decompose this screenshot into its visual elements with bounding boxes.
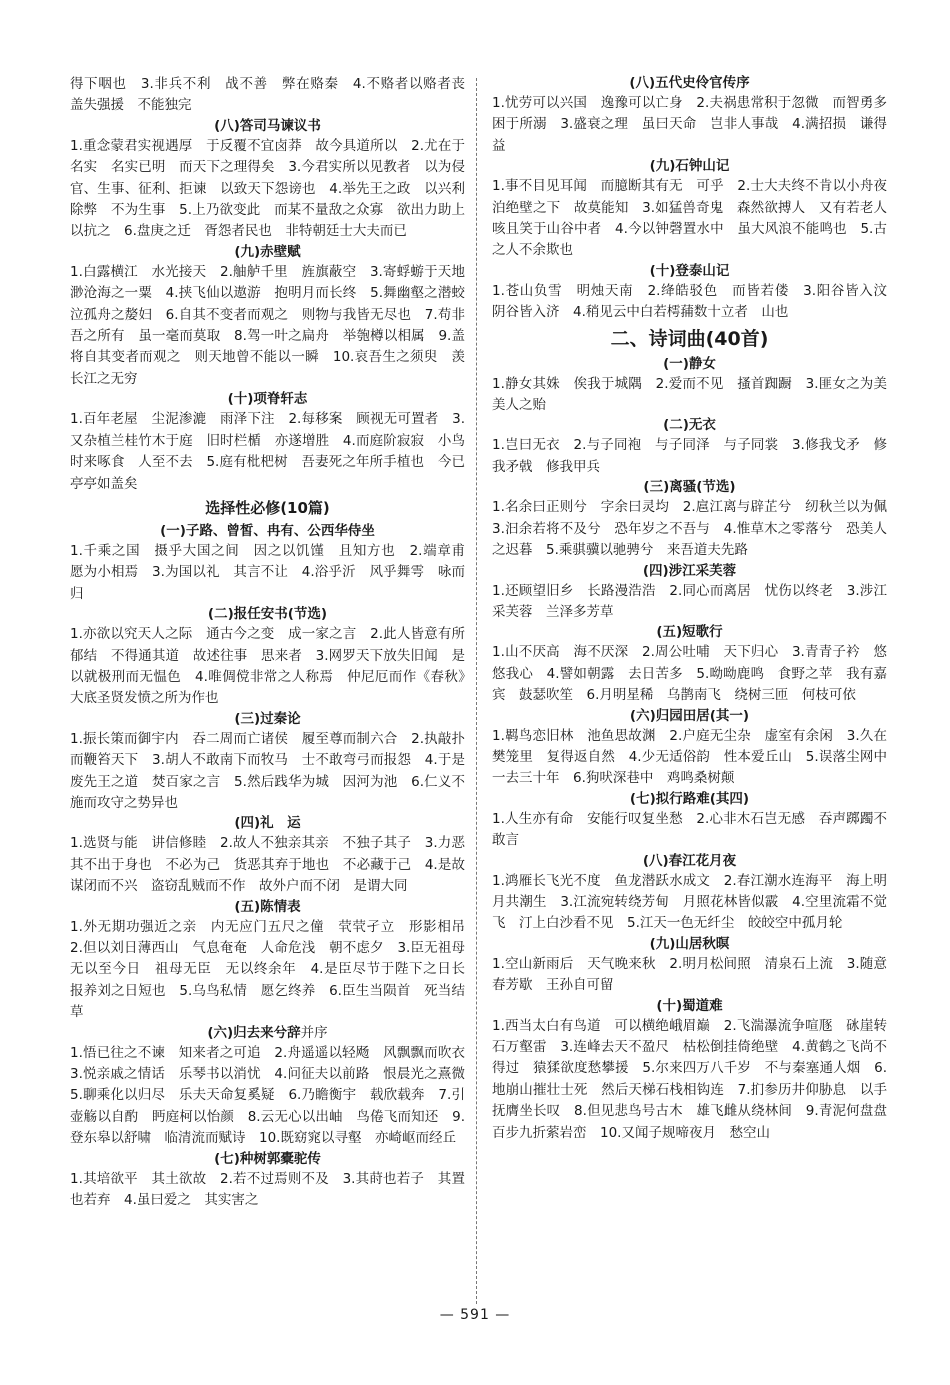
answer-paragraph: 1.选贤与能 讲信修睦 2.故人不独亲其亲 不独子其子 3.力恶其不出于身也 不必为己 货恶其弃于地也 不必藏于己 4.是故谋闭而不兴 盗窃乱贼而不作 故外户而不闭 是谓大同 — [70, 835, 465, 895]
heading-text: (三)离骚(节选) — [643, 479, 736, 496]
part-title: 二、诗词曲(40首) — [610, 327, 769, 350]
left-column — [70, 74, 479, 1306]
heading-text: (九)赤壁赋 — [234, 243, 301, 260]
heading-suffix: 并序 — [300, 1024, 328, 1041]
page-number: — 591 — — [439, 1307, 511, 1323]
answer-paragraph: 1.百年老屋 尘泥渗漉 雨泽下注 2.每移案 顾视无可置者 3.又杂植兰桂竹木于庭 旧时栏楯 亦遂增胜 4.而庭阶寂寂 小鸟时来啄食 人至不去 5.庭有枇杷树 吾妻死之年所手植也 今已亭亭如盖矣 — [70, 411, 465, 492]
section-heading — [70, 522, 465, 541]
right-column — [492, 74, 901, 1306]
heading-text: (十)项脊轩志 — [227, 391, 308, 408]
section-heading — [492, 623, 887, 642]
section-heading — [492, 997, 887, 1016]
heading-text: (八)春江花月夜 — [642, 852, 737, 869]
answer-paragraph: 1.事不目见耳闻 而臆断其有无 可乎 2.士大夫终不肯以小舟夜泊绝壁之下 故莫能知 3.如猛兽奇鬼 森然欲搏人 又有若老人咳且笑于山谷中者 4.今以钟磬置水中 虽大风浪不能鸣也 5.古之人不余欺也 — [492, 178, 887, 259]
group-title: 选择性必修(10篇) — [205, 498, 330, 517]
section-heading — [70, 1150, 465, 1169]
heading-text: (二)报任安书(节选) — [207, 606, 328, 623]
answer-paragraph: 1.人生亦有命 安能行叹复坐愁 2.心非木石岂无感 吞声踯躅不敢言 — [492, 810, 887, 849]
answer-paragraph: 1.其培欲平 其土欲故 2.若不过焉则不及 3.其莳也若子 其置也若弃 4.虽曰爱之 其实害之 — [70, 1170, 465, 1209]
heading-text: (七)种树郭橐驼传 — [214, 1150, 321, 1167]
section-heading — [492, 478, 887, 497]
answer-paragraph: 1.羁鸟恋旧林 池鱼思故渊 2.户庭无尘杂 虚室有余闲 3.久在樊笼里 复得返自然 4.少无适俗韵 性本爱丘山 5.误落尘网中 一去三十年 6.狗吠深巷中 鸡鸣桑树颠 — [492, 727, 901, 787]
section-heading — [492, 852, 887, 871]
answer-paragraph: 1.还顾望旧乡 长路漫浩浩 2.同心而离居 忧伤以终老 3.涉江采芙蓉 兰泽多芳草 — [492, 582, 887, 620]
section-heading — [492, 935, 887, 954]
heading-text: (八)答司马谏议书 — [214, 117, 321, 134]
heading-text: (十)登泰山记 — [649, 262, 730, 279]
heading-text: (五)陈情表 — [234, 898, 301, 915]
section-heading — [70, 390, 465, 409]
answer-paragraph: 1.悟已往之不谏 知来者之可追 2.舟遥遥以轻飏 风飘飘而吹衣 3.悦亲戚之情话 乐琴书以消忧 4.问征夫以前路 恨晨光之熹微 5.聊乘化以归尽 乐夫天命复奚疑 6.乃瞻衡宇 载欣载奔 7.引壶觞以自酌 眄庭柯以怡颜 8.云无心以出岫 鸟倦飞而知还 9.登东皋以舒啸 临清流而赋诗 10.既窈窕以寻壑 亦崎岖而经丘 — [70, 1044, 479, 1147]
answer-paragraph: 1.鸿雁长飞光不度 鱼龙潜跃水成文 2.春江潮水连海平 海上明月共潮生 3.江流宛转绕芳甸 月照花林皆似霰 4.空里流霜不觉飞 汀上白沙看不见 5.江天一色无纤尘 皎皎空中孤月轮 — [492, 872, 887, 932]
heading-text: (二)无衣 — [663, 417, 716, 434]
heading-text: (四)涉江采芙蓉 — [642, 562, 737, 579]
section-heading — [70, 243, 465, 262]
heading-text: (九)山居秋暝 — [649, 935, 730, 952]
answer-paragraph: 1.外无期功强近之亲 内无应门五尺之僮 茕茕孑立 形影相吊 2.但以刘日薄西山 气息奄奄 人命危浅 朝不虑夕 3.臣无祖母 无以至今日 祖母无臣 无以终余年 4.是臣尽节于陛下之日长 报养刘之日短也 5.乌鸟私情 愿乞终养 6.臣生当陨首 死当结草 — [70, 918, 479, 1021]
heading-text: (一)静女 — [663, 355, 716, 372]
heading-text: (七)拟行路难(其四) — [629, 790, 750, 807]
answer-paragraph: 得下咽也 3.非兵不利 战不善 弊在赂秦 4.不赂者以赂者丧 盖失强援 不能独完 — [70, 76, 479, 114]
answer-paragraph: 1.千乘之国 摄乎大国之间 因之以饥馑 且知方也 2.端章甫 愿为小相焉 3.为国以礼 其言不让 4.浴乎沂 风乎舞雩 咏而归 — [70, 542, 479, 602]
answer-paragraph: 1.苍山负雪 明烛天南 2.绛皓驳色 而皆若偻 3.阳谷皆入汶 阴谷皆入济 4.稍见云中白若樗蒱数十立者 山也 — [492, 282, 901, 321]
heading-text: (一)子路、曾皙、冉有、公西华侍坐 — [160, 522, 375, 539]
section-heading — [70, 1024, 465, 1043]
section-heading — [70, 605, 465, 624]
answer-paragraph: 1.西当太白有鸟道 可以横绝峨眉巅 2.飞湍瀑流争喧豗 砯崖转石万壑雷 3.连峰去天不盈尺 枯松倒挂倚绝壁 4.黄鹤之飞尚不得过 猿猱欲度愁攀援 5.尔来四万八千岁 不与秦塞通人烟 6.地崩山摧壮士死 然后天梯石栈相钩连 7.扪参历井仰胁息 以手抚膺坐长叹 8.但见悲鸟号古木 雄飞雌从绕林间 9.青泥何盘盘 百步九折萦岩峦 10.又闻子规啼夜月 愁空山 — [492, 1017, 901, 1141]
section-heading — [492, 707, 887, 726]
answer-paragraph: 1.山不厌高 海不厌深 2.周公吐哺 天下归心 3.青青子衿 悠悠我心 4.譬如朝露 去日苦多 5.呦呦鹿鸣 食野之苹 我有嘉宾 鼓瑟吹笙 6.月明星稀 乌鹊南飞 绕树三匝 何枝可依 — [492, 644, 887, 704]
answer-paragraph: 1.重念蒙君实视遇厚 于反覆不宜卤莽 故今具道所以 2.尤在于名实 名实已明 而天下之理得矣 3.今君实所以见教者 以为侵官、生事、征利、拒谏 以致天下怨谤也 4.举先王之政 以兴利除弊 不为生事 5.上乃欲变此 而某不量敌之众寡 欲出力助上以抗之 6.盘庚之迁 胥怨者民也 非特朝廷士大夫而已 — [70, 137, 465, 240]
answer-paragraph: 1.岂曰无衣 2.与子同袍 与子同泽 与子同裳 3.修我戈矛 修我矛戟 修我甲兵 — [492, 437, 887, 475]
column-divider — [476, 78, 477, 1304]
answer-paragraph: 1.空山新雨后 天气晚来秋 2.明月松间照 清泉石上流 3.随意春芳歇 王孙自可留 — [492, 955, 887, 994]
heading-text: (九)石钟山记 — [649, 158, 730, 175]
section-heading — [492, 416, 887, 435]
heading-text: (八)五代史伶官传序 — [629, 75, 750, 91]
heading-text: (六)归去来兮辞 — [207, 1024, 301, 1041]
section-heading — [70, 898, 465, 917]
section-heading — [492, 790, 887, 809]
heading-text: (三)过秦论 — [234, 710, 301, 727]
section-heading — [492, 262, 887, 281]
answer-paragraph: 1.亦欲以究天人之际 通古今之变 成一家之言 2.此人皆意有所郁结 不得通其道 故述往事 思来者 3.网罗天下放失旧闻 是以就极刑而无愠色 4.唯倜傥非常之人称焉 仲尼厄而作《春秋》 大底圣贤发愤之所为作也 — [70, 626, 479, 707]
section-heading — [492, 562, 887, 581]
answer-paragraph: 1.名余曰正则兮 字余曰灵均 2.扈江离与辟芷兮 纫秋兰以为佩 3.汩余若将不及兮 恐年岁之不吾与 4.惟草木之零落兮 恐美人之迟暮 5.乘骐骥以驰骋兮 来吾道夫先路 — [492, 499, 901, 559]
heading-text: (六)归园田居(其一) — [629, 707, 750, 724]
heading-text: (四)礼 运 — [234, 815, 301, 832]
answer-paragraph: 1.振长策而御宇内 吞二周而亡诸侯 履至尊而制六合 2.执敲扑而鞭笞天下 3.胡人不敢南下而牧马 士不敢弯弓而报怨 4.于是废先王之道 焚百家之言 5.然后践华为城 因河为池 6.仁义不施而攻守之势异也 — [70, 730, 465, 811]
section-heading — [492, 74, 887, 93]
section-heading — [70, 117, 465, 136]
heading-text: (十)蜀道难 — [656, 997, 723, 1014]
answer-paragraph: 1.忧劳可以兴国 逸豫可以亡身 2.夫祸患常积于忽微 而智勇多困于所溺 3.盛衰之理 虽曰天命 岂非人事哉 4.满招损 谦得益 — [492, 95, 887, 154]
section-heading — [492, 157, 887, 176]
heading-text: (五)短歌行 — [656, 624, 723, 641]
section-heading — [70, 814, 465, 833]
section-heading — [492, 355, 887, 374]
answer-paragraph: 1.白露横江 水光接天 2.舳舻千里 旌旗蔽空 3.寄蜉蝣于天地 渺沧海之一粟 4.挟飞仙以遨游 抱明月而长终 5.舞幽壑之潜蛟 泣孤舟之嫠妇 6.自其不变者而观之 则物与我皆无尽也 7.苟非吾之所有 虽一毫而莫取 8.驾一叶之扁舟 举匏樽以相属 9.盖将自其变者而观之 则天地曾不能以一瞬 10.哀吾生之须臾 羡长江之无穷 — [70, 263, 479, 387]
section-heading — [70, 710, 465, 729]
answer-paragraph: 1.静女其姝 俟我于城隅 2.爱而不见 搔首踟蹰 3.匪女之为美 美人之贻 — [492, 375, 901, 414]
